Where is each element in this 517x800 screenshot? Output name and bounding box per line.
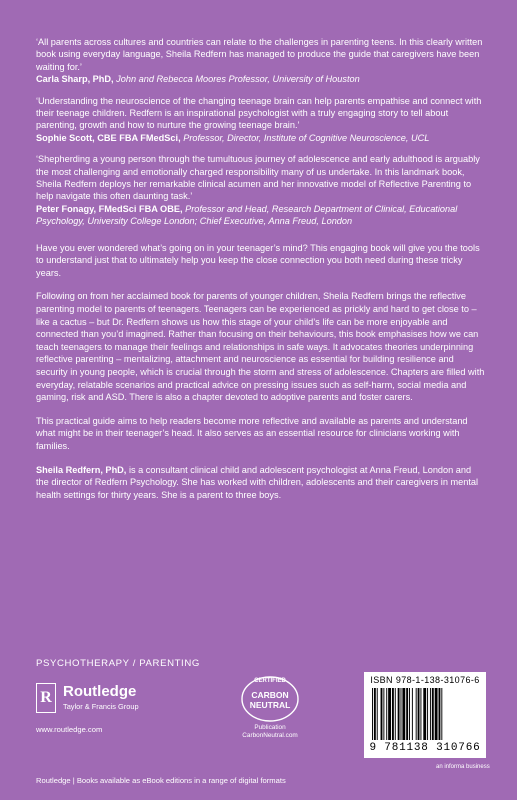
publisher-name: Routledge [63,683,137,700]
endorser-title: John and Rebecca Moores Professor, University of Houston [116,74,360,85]
endorsement-attribution [36,73,486,85]
carbon-publication-label: Publication [254,724,286,731]
endorsement-1 [36,36,486,86]
endorsement-text: ‘All parents across cultures and countries can relate to the challenges in parenting teens. In this clearly written book using everyday language, Sheila Redfern has managed to produce the guide that caregivers have been waiting for.’ [36,37,483,72]
publisher-url: www.routledge.com [36,725,103,734]
carbon-url: CarbonNeutral.com [242,732,298,739]
endorsement-attribution [36,132,486,144]
author-name: Sheila Redfern, PhD, [36,464,127,475]
author-bio [36,464,486,502]
informa-mark: an informa business [436,764,490,770]
blurb-paragraph-1: Have you ever wondered what’s going on in your teenager’s mind? This engaging book will give you the tools to understand just that to ultimately help you keep the close connection you both need during these tricky years. [36,242,480,278]
endorser-title: Professor, Director, Institute of Cognitive Neuroscience, UCL [183,132,430,143]
subject-category: PSYCHOTHERAPY / PARENTING [36,658,200,669]
endorsement-2 [36,95,486,145]
isbn-barcode-box [364,672,486,758]
author-bio-text: is a consultant clinical child and adolescent psychologist at Anna Freud, London and the director of Redfern Psychology. She has worked with children, adolescents and their caregivers in mental health settings for thirty years. She is a parent to three boys. [36,464,479,500]
barcode-icon [372,688,478,740]
carbon-certified-label: CERTIFIED [254,678,286,684]
endorser-name: Peter Fonagy, FMedSci FBA OBE, [36,203,183,214]
blurb-paragraph-3: This practical guide aims to help readers become more reflective and available as parents and understand what might be in their teenager’s head. It also serves as an essential resource for clinicians working with families. [36,415,468,451]
publisher-subtitle: Taylor & Francis Group [63,702,139,711]
publisher-block [36,683,206,743]
endorser-title: Professor and Head, Research Department of Clinical, Educational Psychology, University College London; Chief Executive, Anna Freud, London [36,203,458,227]
routledge-logo-icon: R [36,683,56,713]
isbn-label: ISBN 978-1-138-31076-6 [370,675,480,685]
carbon-neutral-seal-icon [239,672,301,722]
endorsement-3 [36,153,486,227]
endorser-name: Sophie Scott, CBE FBA FMedSci, [36,132,181,143]
carbon-neutral-badge [222,672,318,752]
blurb-paragraph-2: Following on from her acclaimed book for parents of younger children, Sheila Redfern brings the reflective parenting model to parents of teenagers. Teenagers can be experienced as prickly and hard to get close to – like a cactus – but Dr. Redfern shows us how this stage of your child’s life can be more enjoyable and connected than you’d imagined. Rather than focusing on their behaviours, this book emphasises how we can teach teenagers to manage their feelings and relationships in safe ways. It advocates theories underpinning reflective parenting – mentalizing, attachment and neuroscience as essential for building resilience and security in young people, which is crucial through the storm and stress of adolescence. Chapters are filled with everyday, relatable scenarios and practical advice on pressing issues such as self-harm, social media and gaming, risk and ASD. There is also a chapter devoted to adoptive parents and foster carers. [36,291,485,403]
endorsement-text: ‘Shepherding a young person through the tumultuous journey of adolescence and early adulthood is arguably the most challenging and emotionally charged responsibility many of us undertake. In this landmark book, Sheila Redfern deploys her remarkable clinical acumen and her innovative model of Reflective Parenting to help navigate this often daunting task.’ [36,154,480,202]
carbon-word-1: CARBON [251,690,289,700]
barcode-digits: 9 781138 310766 [369,742,481,754]
footer-note: Routledge | Books available as eBook editions in a range of digital formats [36,776,286,785]
endorsement-text: ‘Understanding the neuroscience of the changing teenage brain can help parents empathise and connect with their teenage children. Redfern is an inspirational psychologist with a truly engaging story to tell about parenting, growth and how to nurture the growing teenage brain.’ [36,95,482,131]
endorser-name: Carla Sharp, PhD, [36,74,114,85]
carbon-word-2: NEUTRAL [249,700,291,710]
cover-text [36,36,486,512]
endorsement-attribution [36,203,486,228]
